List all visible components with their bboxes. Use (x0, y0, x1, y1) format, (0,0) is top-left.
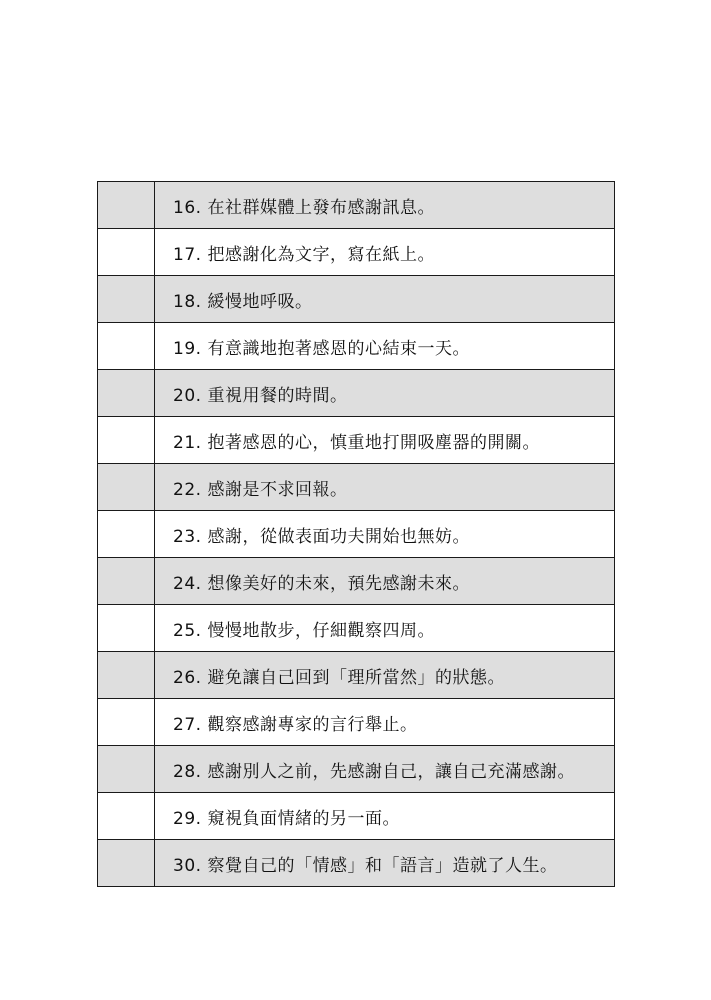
check-box-cell[interactable] (98, 323, 155, 370)
checklist-row (98, 558, 615, 605)
checklist-row (98, 276, 615, 323)
checklist-row (98, 464, 615, 511)
item-text: 27. 觀察感謝專家的言行舉止。 (155, 699, 615, 746)
item-text: 23. 感謝，從做表面功夫開始也無妨。 (155, 511, 615, 558)
item-text: 21. 抱著感恩的心，慎重地打開吸塵器的開關。 (155, 417, 615, 464)
item-text: 16. 在社群媒體上發布感謝訊息。 (155, 182, 615, 229)
check-box-cell[interactable] (98, 229, 155, 276)
item-text: 26. 避免讓自己回到「理所當然」的狀態。 (155, 652, 615, 699)
checklist-row (98, 605, 615, 652)
check-box-cell[interactable] (98, 417, 155, 464)
checklist-row (98, 746, 615, 793)
checklist-row (98, 370, 615, 417)
checklist-row (98, 417, 615, 464)
check-box-cell[interactable] (98, 276, 155, 323)
check-box-cell[interactable] (98, 840, 155, 887)
checklist-row (98, 323, 615, 370)
check-box-cell[interactable] (98, 370, 155, 417)
item-text: 30. 察覺自己的「情感」和「語言」造就了人生。 (155, 840, 615, 887)
check-box-cell[interactable] (98, 464, 155, 511)
check-box-cell[interactable] (98, 558, 155, 605)
gratitude-checklist-table (97, 181, 615, 887)
check-box-cell[interactable] (98, 605, 155, 652)
check-box-cell[interactable] (98, 182, 155, 229)
check-box-cell[interactable] (98, 652, 155, 699)
item-text: 18. 緩慢地呼吸。 (155, 276, 615, 323)
item-text: 19. 有意識地抱著感恩的心結束一天。 (155, 323, 615, 370)
checklist-row (98, 699, 615, 746)
item-text: 24. 想像美好的未來，預先感謝未來。 (155, 558, 615, 605)
item-text: 20. 重視用餐的時間。 (155, 370, 615, 417)
checklist-row (98, 511, 615, 558)
checklist-row (98, 793, 615, 840)
item-text: 17. 把感謝化為文字，寫在紙上。 (155, 229, 615, 276)
check-box-cell[interactable] (98, 746, 155, 793)
check-box-cell[interactable] (98, 511, 155, 558)
check-box-cell[interactable] (98, 699, 155, 746)
item-text: 29. 窺視負面情緒的另一面。 (155, 793, 615, 840)
item-text: 25. 慢慢地散步，仔細觀察四周。 (155, 605, 615, 652)
item-text: 28. 感謝別人之前，先感謝自己，讓自己充滿感謝。 (155, 746, 615, 793)
checklist-row (98, 840, 615, 887)
item-text: 22. 感謝是不求回報。 (155, 464, 615, 511)
checklist-row (98, 182, 615, 229)
checklist-row (98, 229, 615, 276)
check-box-cell[interactable] (98, 793, 155, 840)
checklist-row (98, 652, 615, 699)
